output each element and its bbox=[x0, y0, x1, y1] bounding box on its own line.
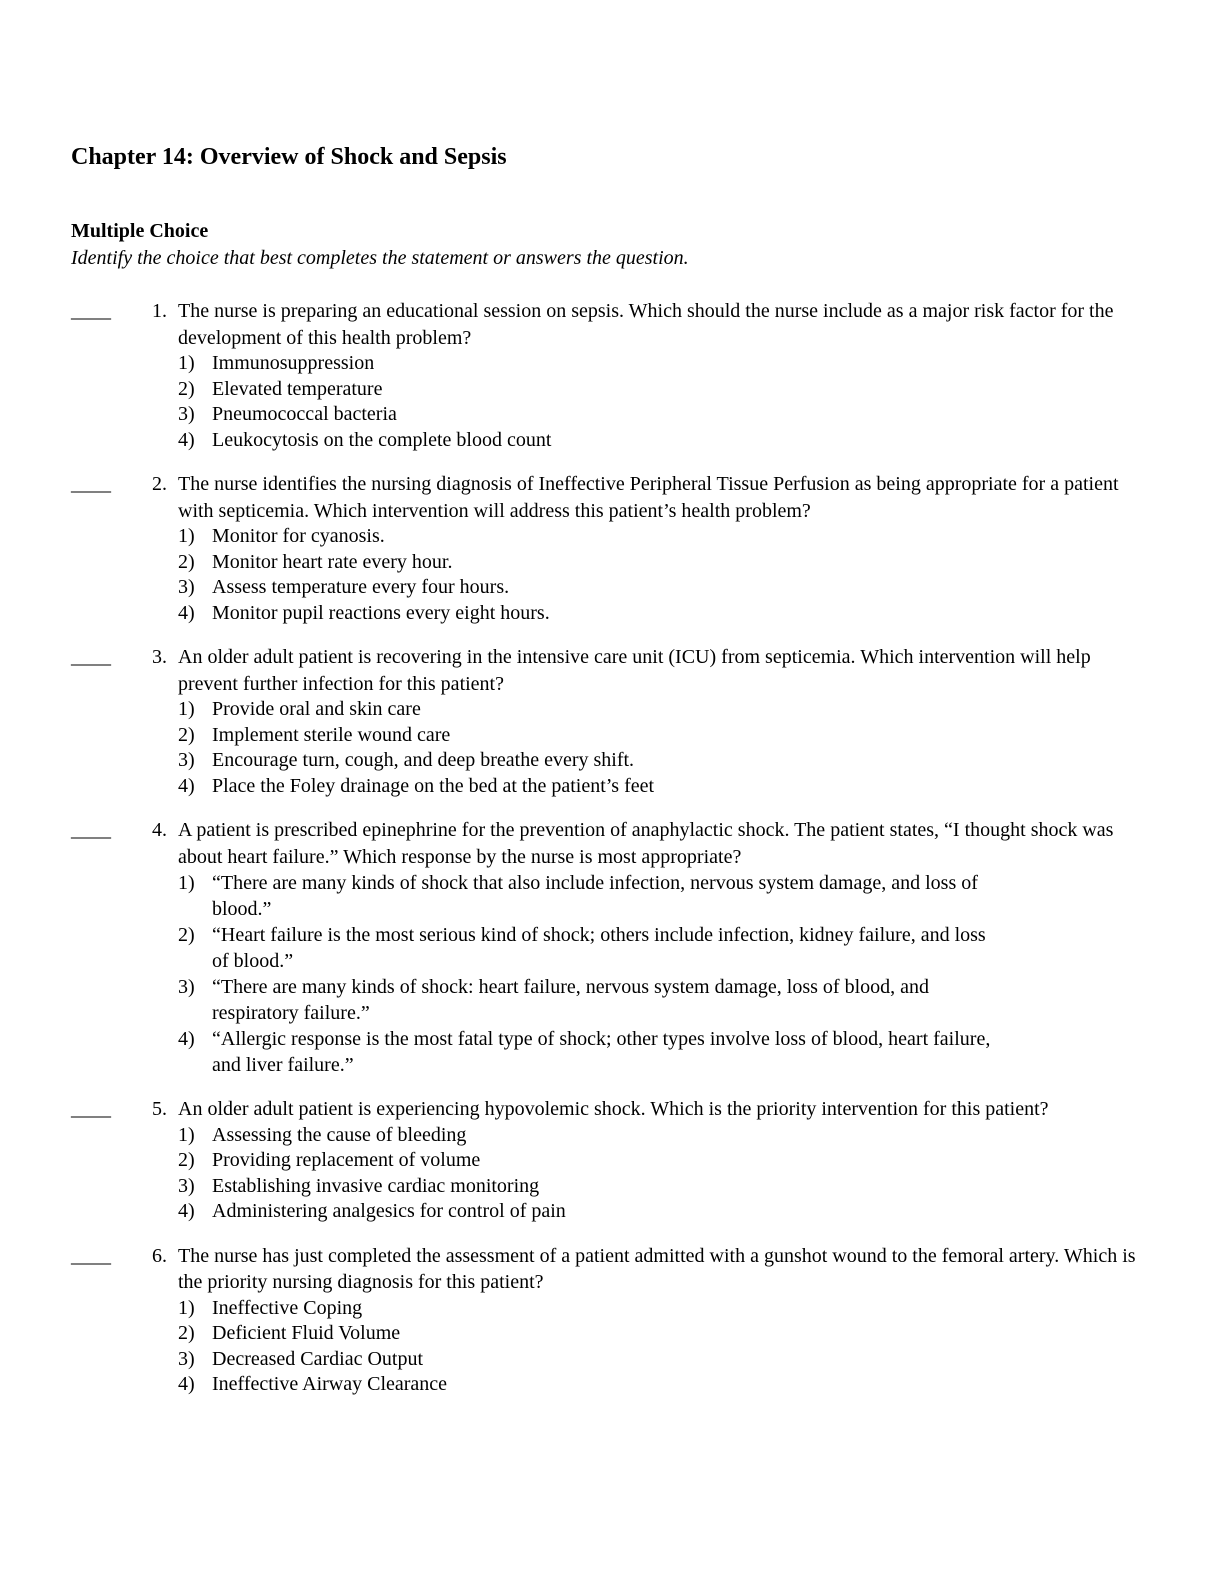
option-1 bbox=[178, 1123, 1146, 1149]
option-text: Ineffective Coping bbox=[212, 1296, 363, 1319]
option-number: 1) bbox=[178, 698, 195, 720]
option-text: Establishing invasive cardiac monitoring bbox=[212, 1174, 540, 1197]
option-number: 3) bbox=[178, 576, 195, 598]
option-text: Encourage turn, cough, and deep breathe every shift. bbox=[212, 749, 635, 771]
option-text: Provide oral and skin care bbox=[212, 698, 421, 720]
option-3 bbox=[178, 974, 1146, 1026]
answer-blank: ____ bbox=[71, 300, 111, 322]
option-4 bbox=[178, 1199, 1146, 1225]
option-number: 2) bbox=[178, 1322, 195, 1344]
question-stem: The nurse is preparing an educational session on sepsis. Which should the nurse include as a major risk factor for the development of this health problem? bbox=[178, 300, 1114, 349]
question-body bbox=[178, 471, 1146, 626]
option-number: 1) bbox=[178, 1296, 195, 1319]
question-body bbox=[178, 817, 1146, 1078]
question-stem: The nurse identifies the nursing diagnosis of Ineffective Peripheral Tissue Perfusion as being appropriate for a patient with septicemia. Which intervention will address this patient’s health problem? bbox=[178, 473, 1119, 522]
option-3 bbox=[178, 1347, 1146, 1373]
option-list bbox=[178, 870, 1146, 1078]
option-list bbox=[178, 351, 1146, 453]
answer-blank: ____ bbox=[71, 1244, 111, 1267]
option-1 bbox=[178, 870, 1146, 922]
option-number: 4) bbox=[178, 1028, 195, 1050]
question-list bbox=[71, 298, 1146, 1398]
option-number: 2) bbox=[178, 377, 195, 400]
option-3 bbox=[178, 1174, 1146, 1200]
option-text: Administering analgesics for control of pain bbox=[212, 1200, 566, 1222]
option-number: 4) bbox=[178, 1200, 195, 1222]
document-page bbox=[71, 140, 1146, 1416]
option-number: 3) bbox=[178, 1174, 195, 1197]
option-text: Ineffective Airway Clearance bbox=[212, 1373, 448, 1395]
question-stem: A patient is prescribed epinephrine for the prevention of anaphylactic shock. The patient states, “I thought shock was about heart failure.” Which response by the nurse is most appropriate? bbox=[178, 819, 1114, 868]
question-5 bbox=[71, 1096, 1146, 1225]
question-2 bbox=[71, 471, 1146, 626]
option-2 bbox=[178, 922, 1146, 974]
option-number: 3) bbox=[178, 403, 195, 425]
option-1 bbox=[178, 351, 1146, 377]
option-2 bbox=[178, 723, 1146, 749]
question-body bbox=[178, 298, 1146, 453]
option-list bbox=[178, 1296, 1146, 1398]
question-number: 3. bbox=[152, 646, 167, 668]
option-2 bbox=[178, 550, 1146, 576]
option-text: “Allergic response is the most fatal type of shock; other types involve loss of blood, heart failure, and liver failure.” bbox=[212, 1028, 991, 1076]
option-text: Monitor heart rate every hour. bbox=[212, 550, 453, 573]
option-number: 2) bbox=[178, 1149, 195, 1171]
option-4 bbox=[178, 1026, 1146, 1078]
option-number: 1) bbox=[178, 872, 195, 894]
option-text: Assess temperature every four hours. bbox=[212, 576, 510, 598]
option-number: 2) bbox=[178, 924, 195, 946]
option-number: 1) bbox=[178, 525, 195, 547]
option-2 bbox=[178, 1321, 1146, 1347]
option-list bbox=[178, 1123, 1146, 1225]
option-text: Pneumococcal bacteria bbox=[212, 403, 397, 425]
option-number: 1) bbox=[178, 352, 195, 374]
option-list bbox=[178, 697, 1146, 799]
option-2 bbox=[178, 377, 1146, 403]
question-6 bbox=[71, 1243, 1146, 1398]
option-1 bbox=[178, 697, 1146, 723]
option-3 bbox=[178, 402, 1146, 428]
option-text: Elevated temperature bbox=[212, 377, 383, 400]
option-text: Monitor for cyanosis. bbox=[212, 525, 385, 547]
question-number: 6. bbox=[152, 1244, 167, 1267]
option-text: Decreased Cardiac Output bbox=[212, 1347, 424, 1370]
question-stem: An older adult patient is experiencing hypovolemic shock. Which is the priority intervention for this patient? bbox=[178, 1098, 1049, 1120]
option-text: Place the Foley drainage on the bed at the patient’s feet bbox=[212, 774, 655, 797]
option-4 bbox=[178, 428, 1146, 454]
option-3 bbox=[178, 575, 1146, 601]
question-stem: An older adult patient is recovering in the intensive care unit (ICU) from septicemia. Which intervention will help prevent further infection for this patient? bbox=[178, 646, 1091, 695]
option-number: 3) bbox=[178, 749, 195, 771]
option-number: 1) bbox=[178, 1123, 195, 1146]
chapter-title: Chapter 14: Overview of Shock and Sepsis bbox=[71, 144, 507, 170]
option-text: Monitor pupil reactions every eight hours. bbox=[212, 601, 550, 624]
option-number: 4) bbox=[178, 601, 195, 624]
option-text: “Heart failure is the most serious kind of shock; others include infection, kidney failure, and loss of blood.” bbox=[212, 924, 986, 972]
option-number: 4) bbox=[178, 428, 195, 451]
question-body bbox=[178, 1243, 1146, 1398]
option-4 bbox=[178, 774, 1146, 800]
option-number: 3) bbox=[178, 1347, 195, 1370]
option-1 bbox=[178, 524, 1146, 550]
question-stem: The nurse has just completed the assessment of a patient admitted with a gunshot wound to the femoral artery. Which is the priority nursing diagnosis for this patient? bbox=[178, 1244, 1136, 1293]
option-3 bbox=[178, 748, 1146, 774]
question-number: 2. bbox=[152, 473, 167, 495]
option-list bbox=[178, 524, 1146, 626]
option-text: “There are many kinds of shock: heart failure, nervous system damage, loss of blood, and respiratory failure.” bbox=[212, 976, 930, 1024]
answer-blank: ____ bbox=[71, 1098, 111, 1120]
option-text: Providing replacement of volume bbox=[212, 1149, 481, 1171]
section-title: Multiple Choice bbox=[71, 220, 209, 242]
question-4 bbox=[71, 817, 1146, 1078]
answer-blank: ____ bbox=[71, 819, 111, 841]
option-text: Implement sterile wound care bbox=[212, 723, 451, 746]
option-1 bbox=[178, 1296, 1146, 1322]
option-text: Immunosuppression bbox=[212, 352, 375, 374]
option-text: Leukocytosis on the complete blood count bbox=[212, 428, 552, 451]
question-3 bbox=[71, 644, 1146, 799]
instructions: Identify the choice that best completes the statement or answers the question. bbox=[71, 247, 689, 269]
answer-blank: ____ bbox=[71, 473, 111, 495]
option-number: 2) bbox=[178, 550, 195, 573]
option-number: 4) bbox=[178, 1373, 195, 1395]
question-body bbox=[178, 1096, 1146, 1225]
question-number: 1. bbox=[152, 300, 167, 322]
question-number: 5. bbox=[152, 1098, 167, 1120]
option-text: Assessing the cause of bleeding bbox=[212, 1123, 467, 1146]
option-text: Deficient Fluid Volume bbox=[212, 1322, 401, 1344]
option-number: 4) bbox=[178, 774, 195, 797]
option-4 bbox=[178, 601, 1146, 627]
option-text: “There are many kinds of shock that also include infection, nervous system damage, and loss of blood.” bbox=[212, 872, 978, 920]
option-4 bbox=[178, 1372, 1146, 1398]
question-number: 4. bbox=[152, 819, 167, 841]
answer-blank: ____ bbox=[71, 646, 111, 668]
question-body bbox=[178, 644, 1146, 799]
option-2 bbox=[178, 1148, 1146, 1174]
question-1 bbox=[71, 298, 1146, 453]
option-number: 3) bbox=[178, 976, 195, 998]
option-number: 2) bbox=[178, 723, 195, 746]
